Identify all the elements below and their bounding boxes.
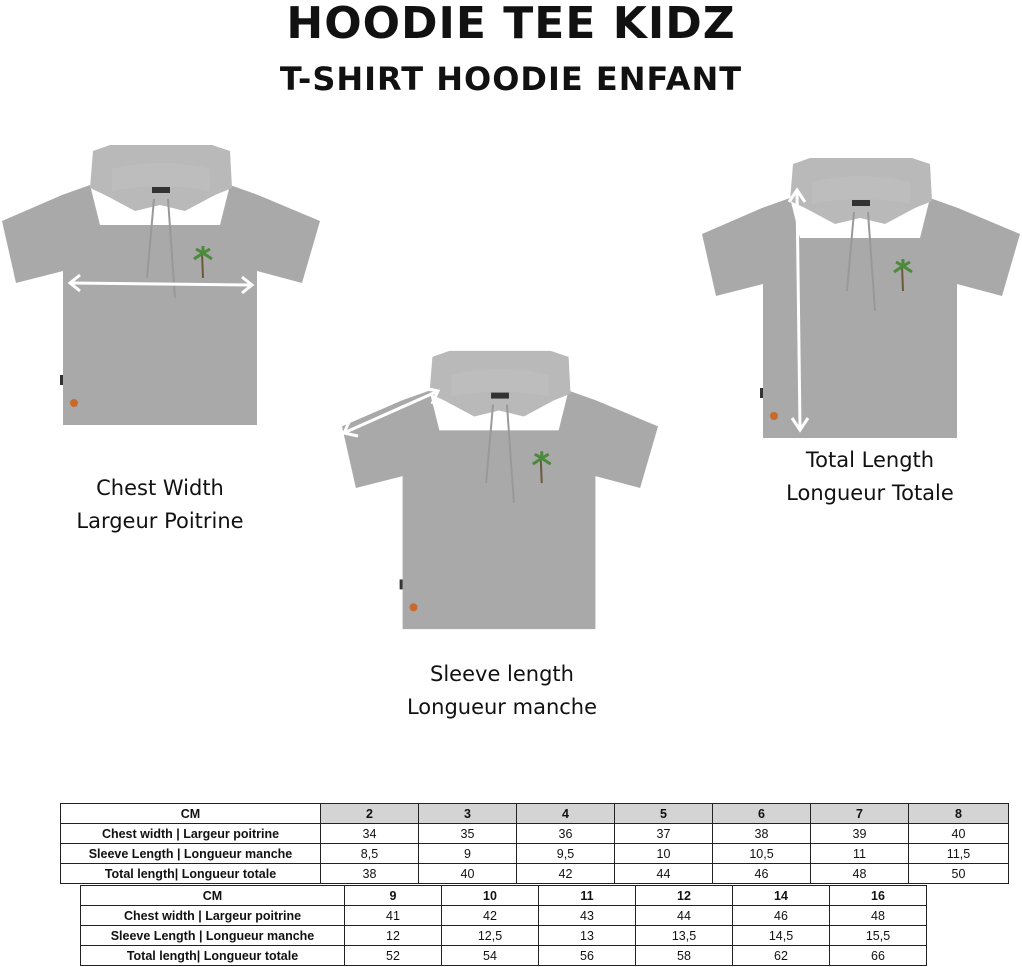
table-row — [81, 926, 927, 946]
table-cell: 10,5 — [713, 844, 811, 864]
chest-width-label-fr: Largeur Poitrine — [76, 509, 244, 533]
unit-header: CM — [81, 886, 345, 906]
row-label: Total length| Longueur totale — [61, 864, 321, 884]
table-header-row — [61, 804, 1009, 824]
table-cell: 40 — [909, 824, 1009, 844]
size-chart-table-small — [60, 803, 1009, 884]
table-row — [81, 906, 927, 926]
table-cell: 43 — [539, 906, 636, 926]
chest-width-caption — [40, 472, 280, 538]
sleeve-length-label-en: Sleeve length — [430, 662, 574, 686]
table-cell: 39 — [811, 824, 909, 844]
table-cell: 48 — [830, 906, 927, 926]
size-header: 7 — [811, 804, 909, 824]
table-cell: 11,5 — [909, 844, 1009, 864]
table-cell: 11 — [811, 844, 909, 864]
table-cell: 44 — [636, 906, 733, 926]
table-cell: 46 — [713, 864, 811, 884]
table-cell: 52 — [345, 946, 442, 966]
size-chart-table-large — [80, 885, 927, 966]
chest-width-label-en: Chest Width — [96, 476, 224, 500]
table-cell: 13,5 — [636, 926, 733, 946]
table-cell: 12,5 — [442, 926, 539, 946]
table-cell: 42 — [442, 906, 539, 926]
table-cell: 48 — [811, 864, 909, 884]
row-label: Chest width | Largeur poitrine — [61, 824, 321, 844]
table-cell: 54 — [442, 946, 539, 966]
total-length-label-fr: Longueur Totale — [786, 481, 954, 505]
table-header-row — [81, 886, 927, 906]
chest-width-arrow — [0, 143, 322, 428]
size-header: 10 — [442, 886, 539, 906]
sleeve-length-label-fr: Longueur manche — [406, 695, 598, 719]
size-header: 11 — [539, 886, 636, 906]
size-header: 16 — [830, 886, 927, 906]
table-cell: 42 — [517, 864, 615, 884]
table-cell: 10 — [615, 844, 713, 864]
total-length-diagram — [700, 156, 1022, 441]
row-label: Sleeve Length | Longueur manche — [61, 844, 321, 864]
size-header: 3 — [419, 804, 517, 824]
sleeve-length-arrow — [340, 348, 660, 633]
table-cell: 41 — [345, 906, 442, 926]
unit-header: CM — [61, 804, 321, 824]
size-header: 6 — [713, 804, 811, 824]
size-header: 2 — [321, 804, 419, 824]
table-cell: 13 — [539, 926, 636, 946]
table-cell: 66 — [830, 946, 927, 966]
size-header: 8 — [909, 804, 1009, 824]
table-cell: 34 — [321, 824, 419, 844]
table-cell: 15,5 — [830, 926, 927, 946]
size-header: 14 — [733, 886, 830, 906]
row-label: Sleeve Length | Longueur manche — [81, 926, 345, 946]
row-label: Total length| Longueur totale — [81, 946, 345, 966]
table-row — [61, 844, 1009, 864]
table-row — [61, 824, 1009, 844]
sleeve-length-caption — [372, 658, 632, 724]
table-cell: 38 — [713, 824, 811, 844]
sleeve-length-diagram — [340, 348, 660, 633]
size-header: 12 — [636, 886, 733, 906]
size-header: 4 — [517, 804, 615, 824]
table-cell: 38 — [321, 864, 419, 884]
table-cell: 50 — [909, 864, 1009, 884]
table-cell: 37 — [615, 824, 713, 844]
table-cell: 56 — [539, 946, 636, 966]
total-length-label-en: Total Length — [805, 448, 935, 472]
table-cell: 46 — [733, 906, 830, 926]
table-cell: 8,5 — [321, 844, 419, 864]
table-row — [61, 864, 1009, 884]
page-subtitle: T-SHIRT HOODIE ENFANT — [279, 60, 743, 98]
size-header: 5 — [615, 804, 713, 824]
table-row — [81, 946, 927, 966]
page-title: HOODIE TEE KIDZ — [286, 0, 736, 49]
total-length-arrow — [700, 156, 1022, 441]
table-cell: 62 — [733, 946, 830, 966]
total-length-caption — [740, 444, 1000, 510]
row-label: Chest width | Largeur poitrine — [81, 906, 345, 926]
table-cell: 9,5 — [517, 844, 615, 864]
size-header: 9 — [345, 886, 442, 906]
table-cell: 12 — [345, 926, 442, 946]
table-cell: 9 — [419, 844, 517, 864]
table-cell: 14,5 — [733, 926, 830, 946]
table-cell: 58 — [636, 946, 733, 966]
table-cell: 35 — [419, 824, 517, 844]
table-cell: 36 — [517, 824, 615, 844]
table-cell: 44 — [615, 864, 713, 884]
table-cell: 40 — [419, 864, 517, 884]
chest-width-diagram — [0, 143, 322, 428]
